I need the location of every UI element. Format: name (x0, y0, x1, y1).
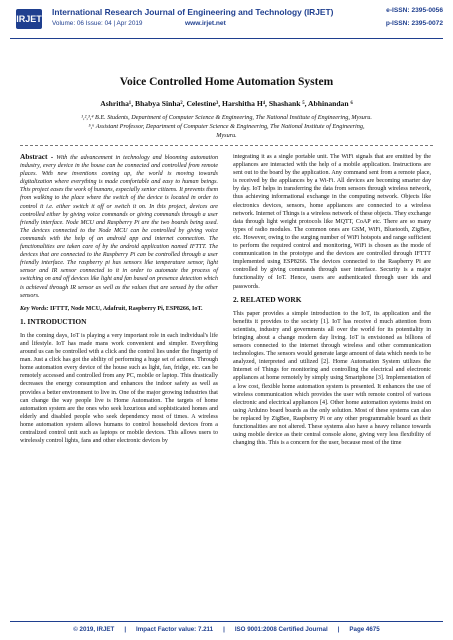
journal-website-link[interactable]: www.irjet.net (185, 20, 226, 27)
footer-impact-factor: Impact Factor value: 7.211 (136, 626, 214, 633)
abstract-label: Abstract - (20, 152, 54, 161)
keywords-label: Key Words: (20, 305, 49, 312)
abstract-paragraph (20, 153, 218, 300)
header-divider (10, 38, 443, 39)
affiliation-city: Mysuru. (216, 131, 237, 139)
affiliation-students: ¹,²,³,⁴ B.E. Students, Department of Computer Science & Engineering, The National Institute of Engineering, Mysuru. (81, 114, 372, 121)
journal-logo: IRJET (16, 9, 42, 29)
left-column (20, 153, 218, 450)
footer-divider (10, 621, 443, 622)
affiliation-professors: ⁵,⁶ Assistant Professor, Department of Computer Science & Engineering, The National Institute of Engineering, (88, 122, 365, 130)
paper-title: Voice Controlled Home Automation System (119, 76, 334, 88)
section-heading-related-work: 2. RELATED WORK (233, 294, 302, 304)
section-heading-introduction: 1. INTRODUCTION (20, 316, 87, 326)
e-issn: e-ISSN: 2395-0056 (386, 7, 443, 14)
journal-header (10, 6, 443, 36)
affiliations (20, 114, 433, 140)
page-footer: © 2019, IRJET | Impact Factor value: 7.211 | ISO 9001:2008 Certified Journal | Page 4675 (73, 626, 380, 633)
p-issn: p-ISSN: 2395-0072 (385, 20, 443, 27)
right-column (233, 153, 431, 452)
introduction-continued-text: integrating it as a single portable unit. The WiFi signals that are emitted by the appliances are interacted with the help of a mobile application. Instructions are sent out to the board by the application. Any command sent from a remote place, is received by the appliances by a Wi-Fi. All devices are becoming smarter day by day. IoT helps in transferring the data from sensors through wireless network, thus achieving informational exchange in the computing network. Objects like electronics devices, sensors, home appliances are connected to a wireless network. Internet of Things is a wireless network of these objects. They exchange data through light weight protocols like MQTT, CoAP etc. There are so many types of radio modules. The common ones are GSM, WiFi, Bluetooth, ZigBee, etc. However, owing to the surging number of WiFi hotspots and range sufficient to perform the required control and monitoring, WiFi is chosen as the mode of communication in the prototype and the devices are controlled through IFTTT implemented using ESP8266. The devices connected to the Raspberry Pi are controlled by giving commands through user interface. Security is a major functionality of IoT. Hence, users are authenticated through user ids and passwords. (233, 154, 431, 290)
footer-copyright: © 2019, IRJET (73, 626, 115, 633)
abstract-text: With the advancement in technology and blooming automation industry, every device in the house can be connected and controlled from remote places. With new inventions coming up, the world is moving towards digitalization where everything is made comfortable and easy to human beings. This project eases the work of humans, especially senior citizens. It prevents them from walking to the place where the switch of the device is located in order to control it i.e. either switch it off or switch it on. In this project, devices are controlled either by giving voice commands or giving commands through a user friendly interface. Node MCU and Raspberry Pi are the two boards being used. The devices connected to the Node MCU can be controlled by giving voice commands with the help of an android app and internet connection. The functionalities are taken care of by the android application named IFTTT. The devices that are connected to the Raspberry Pi can be controlled through a user friendly interface. The raspberry pi has sensors like temperature sensor, light sensor and IR sensor connected to it in order to automate the process of switching on and off devices like light and fan based on presence detection which is achieved through IR sensor as well as the values that are sensed by the other sensors. (20, 155, 219, 299)
related-work-text: This paper provides a simple introduction to the IoT, its application and the benefits it provides to the society [1]. IoT has receive d much attention from scientists, industry and governments all over the world for its potentiality in bringing about a change modern day living. IoT is envisioned as billions of sensors connected to the internet through wireless and other communication technologies. The sensors would generate large amount of data which needs to be analyzed, interpreted and utilized [2]. Home Automation System utilizes the Internet of Things for monitoring and controlling the electrical and electronic appliances at home remotely by simply using Smartphone [3]. Implementation of a low cost, flexible home automation system is presented. It enhances the use of wireless communication which provides the user with remote control of various electronic and electrical appliances [4]. Other home automation systems insist on using Arduino board boards as the only solution. Most of these systems can also be replaced by ZigBee, Raspberry Pi or any other programmable board as their functionalities are not altered. These systems also have a heavy reliance towards using mobile device as their central console alone, giving very less flexibility of changing this. This is a concern for the user, because most of the time (233, 310, 431, 447)
keywords-paragraph (20, 305, 218, 313)
footer-iso: ISO 9001:2008 Certified Journal (234, 626, 328, 633)
keywords-text: IFTTT, Node MCU, Adafruit, Raspberry Pi, ESP8266, IoT. (50, 305, 203, 312)
footer-page-number: Page 4675 (349, 626, 380, 633)
volume-issue: Volume: 06 Issue: 04 | Apr 2019 (52, 20, 143, 27)
author-list: Ashritha¹, Bhabya Sinha², Celestine³, Harshitha H⁴, Shashank ⁵, Abhinandan ⁶ (100, 99, 353, 108)
title-separator (20, 145, 433, 146)
journal-name: International Research Journal of Engineering and Technology (IRJET) (52, 7, 334, 17)
introduction-text: In the coming days, IoT is playing a very important role in each individual's life and lifestyle. IoT has made mans work convenient and simpler. Everything around us can be controlled with a click and the control lies under the fingertip of man. Just a click has got the ability of performing a huge set of actions. Through home automation every device of the house such as light, fan, fridge, etc. can be remotely accessed and controlled from any PC, mobile or laptop. This drastically decreases the energy consumption and enhances the indoor safety as well as provides a better environment to live in. One of the major growing industries that can change the way people live is Home Automation. The targets of home automation system are the ones who seek luxurious and sophisticated homes and elderly and disabled people who seek dependency most of times. A wireless home automation system allows humans to control household devices from a centralized control unit such as laptops or mobile devices. This allows users to wirelessly control lights, fans and other electronic devices by (20, 332, 218, 445)
